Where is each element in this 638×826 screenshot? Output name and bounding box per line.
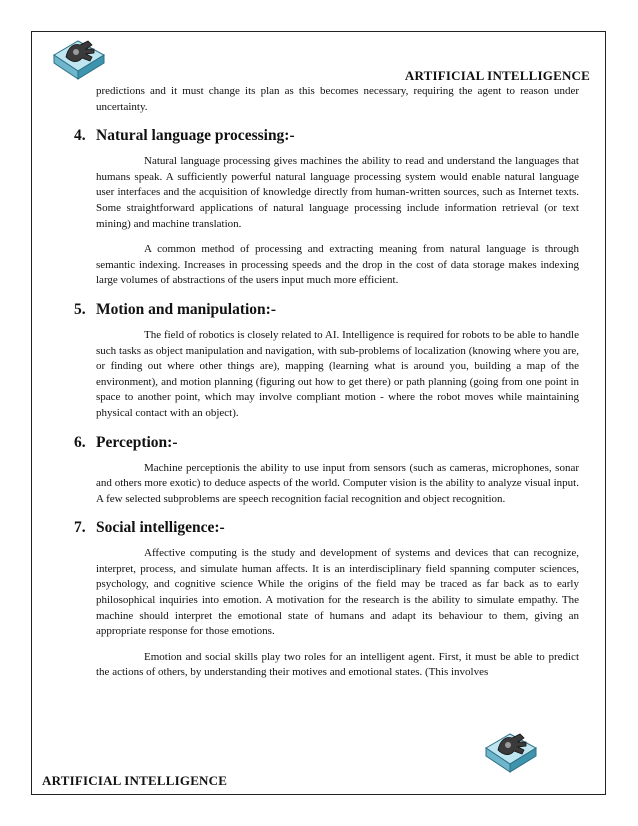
paragraph: Affective computing is the study and development of systems and devices that can recognize, interpret, process, and simulate human affects. It is an interdisciplinary field spanning computer sciences, psychology, and cognitive science While the origins of the field may be traced as far back as to early philosophical inquiries into emotion. A motivation for the research is the ability to simulate empathy. The machine should interpret the emotional state of humans and adapt its behaviour to them, giving an appropriate response for those emotions. bbox=[96, 547, 579, 638]
paragraph: Emotion and social skills play two roles for an intelligent agent. First, it must be able to predict the actions of others, by understanding their motives and emotional states. (This involves bbox=[96, 650, 579, 679]
robot-hand-logo bbox=[48, 33, 108, 85]
section-title: Natural language processing:- bbox=[96, 127, 295, 145]
section-title: Perception:- bbox=[96, 433, 178, 451]
footer-title: ARTIFICIAL INTELLIGENCE bbox=[42, 773, 228, 788]
section-heading-natural-language bbox=[74, 127, 579, 145]
paragraph: Natural language processing gives machines the ability to read and understand the languages that humans speak. A sufficiently powerful natural language processing system would enable natural language user interfaces and the acquisition of knowledge directly from human-written sources, such as Internet texts. Some straightforward applications of natural language processing include information retrieval (or text mining) and machine translation. bbox=[96, 155, 579, 230]
page-content bbox=[74, 84, 579, 681]
header-title: ARTIFICIAL INTELLIGENCE bbox=[404, 68, 590, 83]
section-number: 6. bbox=[74, 433, 86, 451]
paragraph: Machine perceptionis the ability to use input from sensors (such as cameras, microphones, sonar and others more exotic) to deduce aspects of the world. Computer vision is the ability to analyze visual input. A few selected subproblems are speech recognition facial recognition and object recognition. bbox=[96, 461, 579, 505]
intro-paragraph: predictions and it must change its plan as this becomes necessary, requiring the agent to reason under uncertainty. bbox=[96, 85, 579, 113]
paragraph: A common method of processing and extracting meaning from natural language is through semantic indexing. Increases in processing speeds and the drop in the cost of data storage makes indexing large volumes of abstractions of the users input much more efficient. bbox=[96, 243, 579, 287]
paragraph: The field of robotics is closely related to AI. Intelligence is required for robots to be able to handle such tasks as object manipulation and navigation, with sub-problems of localization (knowing where you are, or finding out where other things are), mapping (learning what is around you, building a map of the environment), and motion planning (figuring out how to get there) or path planning (going from one point in space to another point, which may involve compliant motion - where the robot moves while maintaining physical contact with an object). bbox=[96, 328, 579, 419]
section-number: 5. bbox=[74, 300, 86, 318]
section-title: Social intelligence:- bbox=[96, 519, 225, 537]
section-heading-perception bbox=[74, 433, 579, 452]
section-title: Motion and manipulation:- bbox=[96, 300, 277, 318]
robot-hand-logo bbox=[480, 726, 540, 778]
section-heading-motion bbox=[74, 300, 579, 319]
section-heading-social bbox=[74, 519, 579, 537]
section-number: 4. bbox=[74, 127, 86, 145]
section-number: 7. bbox=[74, 519, 86, 537]
